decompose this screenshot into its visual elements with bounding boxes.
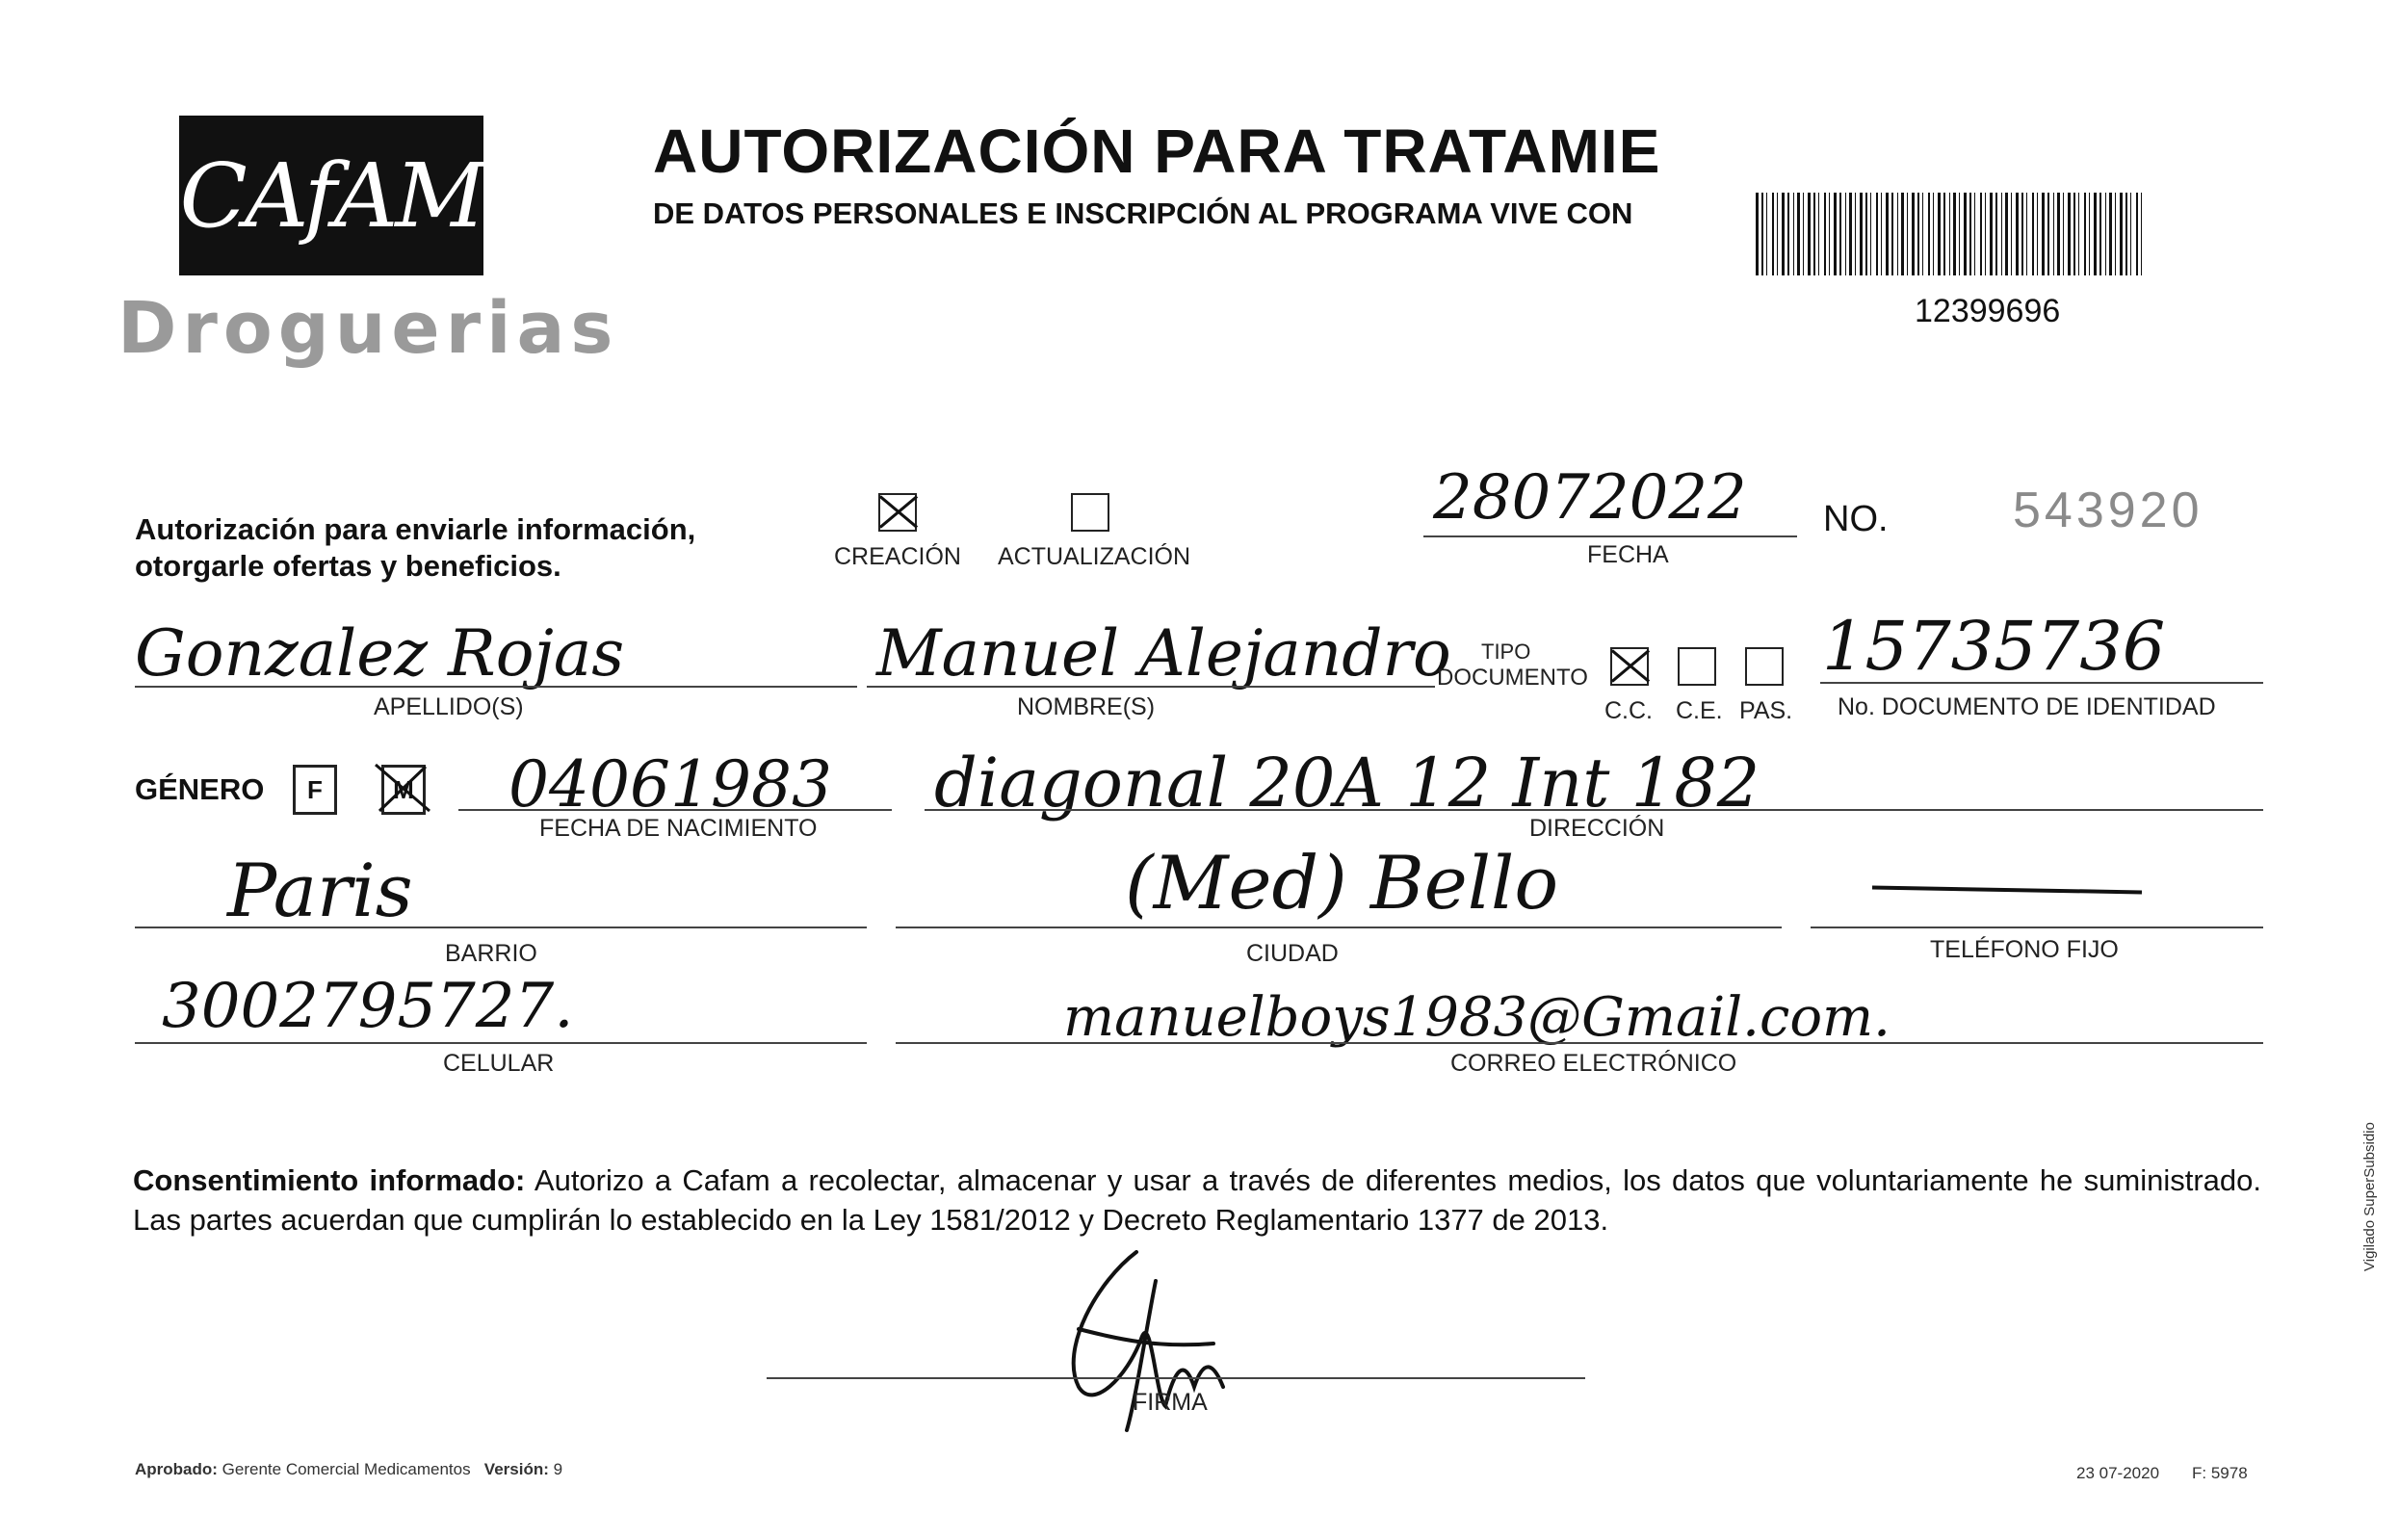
footer-date: 23 07-2020	[2076, 1464, 2160, 1482]
barrio-line	[135, 927, 867, 928]
authorization-intro-line1: Autorización para enviarle información,	[135, 512, 696, 546]
actualizacion-label: ACTUALIZACIÓN	[998, 543, 1191, 570]
tipo-documento-label-1: TIPO	[1481, 639, 1531, 664]
cc-label: C.C.	[1604, 697, 1653, 724]
fecha-nacimiento-label: FECHA DE NACIMIENTO	[539, 815, 818, 842]
ciudad-line	[896, 927, 1782, 928]
consent-paragraph	[133, 1161, 2261, 1240]
actualizacion-checkbox[interactable]	[1071, 493, 1109, 532]
genero-f-text: F	[307, 774, 323, 804]
genero-f-box[interactable]	[293, 765, 337, 815]
signature-label: FIRMA	[1133, 1389, 1208, 1416]
celular-line	[135, 1042, 867, 1044]
barrio-value[interactable]: Paris	[227, 848, 413, 933]
ce-checkbox[interactable]	[1678, 647, 1716, 686]
pas-checkbox[interactable]	[1745, 647, 1784, 686]
aprobado-value: Gerente Comercial Medicamentos	[222, 1460, 471, 1478]
direccion-label: DIRECCIÓN	[1529, 815, 1665, 842]
genero-m-mark	[370, 757, 437, 819]
telefono-dash	[1872, 886, 2142, 895]
documento-label: No. DOCUMENTO DE IDENTIDAD	[1838, 693, 2216, 720]
pas-label: PAS.	[1739, 697, 1793, 724]
ciudad-label: CIUDAD	[1246, 940, 1339, 967]
correo-value[interactable]: manuelboys1983@Gmail.com.	[1063, 986, 1891, 1049]
aprobado-label: Aprobado:	[135, 1460, 218, 1478]
signature-line	[767, 1377, 1585, 1379]
ce-label: C.E.	[1676, 697, 1723, 724]
documento-value[interactable]: 15735736	[1822, 607, 2166, 686]
genero-m-text: M	[393, 774, 414, 804]
ciudad-value[interactable]: (Med) Bello	[1125, 840, 1559, 926]
telefono-line	[1811, 927, 2263, 928]
fecha-value[interactable]: 28072022	[1433, 462, 1747, 534]
nombres-value[interactable]: Manuel Alejandro	[876, 616, 1451, 691]
tipo-documento-label-2: DOCUMENTO	[1437, 665, 1588, 691]
footer-left	[135, 1460, 562, 1479]
logo-text: CAfAM	[179, 144, 483, 248]
footer-form-code: F: 5978	[2192, 1464, 2248, 1482]
nombres-label: NOMBRE(S)	[1017, 693, 1156, 720]
correo-line	[896, 1042, 2263, 1044]
apellidos-label: APELLIDO(S)	[374, 693, 524, 720]
direccion-value[interactable]: diagonal 20A 12 Int 182	[934, 744, 1760, 822]
barrio-label: BARRIO	[445, 940, 537, 967]
version-value: 9	[553, 1460, 563, 1478]
consent-heading: Consentimiento informado:	[133, 1163, 526, 1197]
cafam-logo	[179, 116, 483, 275]
barcode	[1756, 193, 2151, 275]
creacion-checkbox[interactable]	[878, 493, 917, 532]
barcode-number: 12399696	[1915, 293, 2061, 329]
genero-label: GÉNERO	[135, 772, 265, 806]
fecha-nacimiento-value[interactable]: 04061983	[508, 747, 832, 822]
correo-label: CORREO ELECTRÓNICO	[1450, 1050, 1737, 1077]
direccion-line	[925, 809, 2263, 811]
consent-text: Autorizo a Cafam a recolectar, almacenar y usar a través de diferentes medios, los datos que voluntariamente he suministrado. Las partes acuerdan que cumplirán lo establecido en la Ley 1581/2012 y Decreto Reglamentario 1377 de 2013.	[133, 1163, 2261, 1237]
logo-subtext: Droguerias	[117, 287, 619, 370]
authorization-intro-line2: otorgarle ofertas y beneficios.	[135, 549, 561, 583]
fecha-label: FECHA	[1587, 541, 1669, 568]
celular-label: CELULAR	[443, 1050, 555, 1077]
version-label: Versión:	[483, 1460, 549, 1478]
cc-checkbox[interactable]	[1610, 647, 1649, 686]
fecha-line	[1423, 535, 1797, 537]
side-vigilado-text: Vigilado SuperSubsidio	[2361, 1122, 2378, 1271]
celular-value[interactable]: 3002795727.	[162, 971, 574, 1042]
apellidos-value[interactable]: Gonzalez Rojas	[135, 616, 625, 691]
no-value: 543920	[2013, 483, 2203, 538]
no-label: NO.	[1823, 499, 1889, 539]
creacion-label: CREACIÓN	[834, 543, 961, 570]
telefono-label: TELÉFONO FIJO	[1930, 936, 2119, 963]
nombres-line	[867, 686, 1435, 688]
documento-line	[1820, 682, 2263, 684]
document-title: AUTORIZACIÓN PARA TRATAMIE	[653, 117, 1661, 186]
apellidos-line	[135, 686, 857, 688]
fecha-nacimiento-line	[458, 809, 892, 811]
document-subtitle: DE DATOS PERSONALES E INSCRIPCIÓN AL PROGRAMA VIVE CON	[653, 196, 1633, 230]
